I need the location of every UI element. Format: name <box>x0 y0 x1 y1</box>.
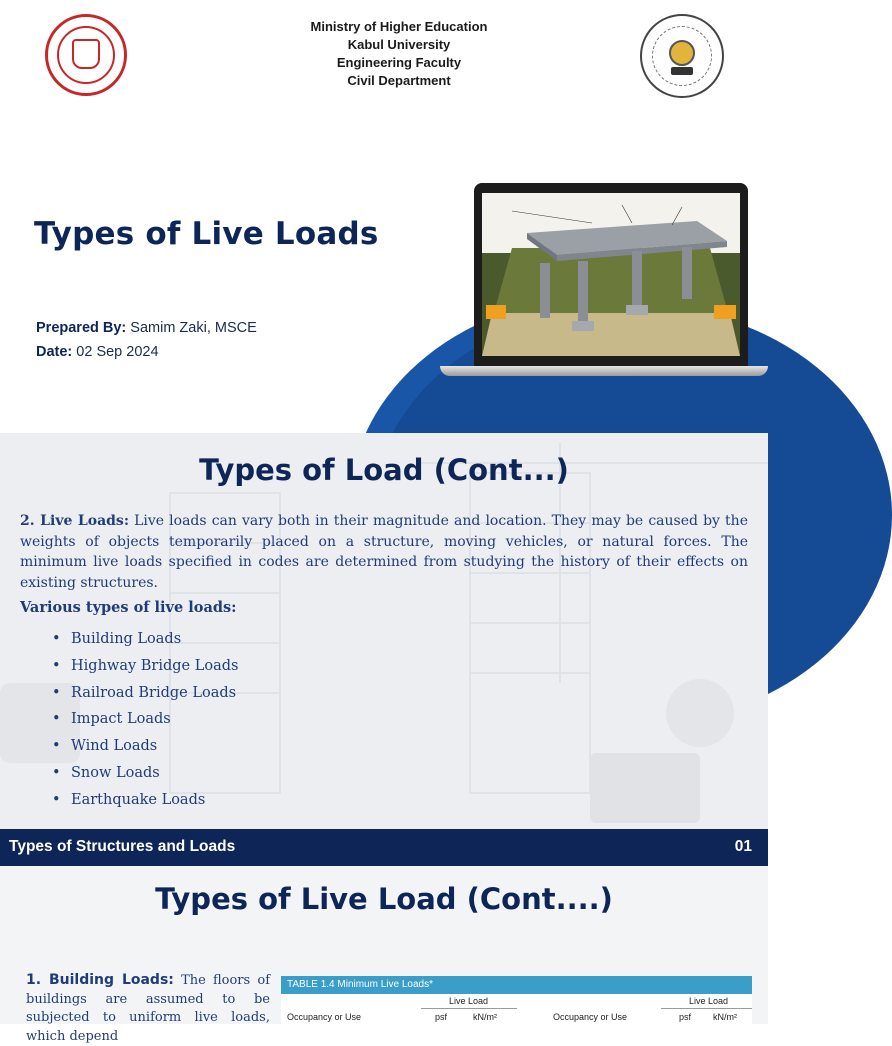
table-column-header: Occupancy or Use <box>287 1012 362 1022</box>
live-loads-text: Live loads can vary both in their magnitude and location. They may be caused by the weights of objects temporarily placed on a structure, moving vehicles, or natural forces. The minimum live loads specified in codes are determined from studying the history of their effects on existing structures. <box>20 513 748 591</box>
date <box>36 344 159 360</box>
live-load-types-list <box>50 626 238 814</box>
footer-course-title: Types of Structures and Loads <box>9 838 236 855</box>
table-rule <box>661 1008 752 1009</box>
laptop-frame <box>474 183 748 368</box>
list-item: • Impact Loads <box>50 706 238 733</box>
institution-header <box>200 18 598 90</box>
table-column-header: psf <box>679 1012 692 1022</box>
table-column-header: Occupancy or Use <box>553 1012 628 1022</box>
table-column-header: kN/m² <box>473 1012 497 1022</box>
building-foundation-illustration <box>482 193 740 356</box>
university-seal-icon <box>45 14 127 96</box>
table-column-header: kN/m² <box>713 1012 737 1022</box>
list-item: • Earthquake Loads <box>50 787 238 814</box>
date-value: 02 Sep 2024 <box>72 344 159 360</box>
list-item: • Wind Loads <box>50 733 238 760</box>
list-item: • Railroad Bridge Loads <box>50 680 238 707</box>
table-title: TABLE 1.4 Minimum Live Loads* <box>281 976 752 994</box>
list-item: • Snow Loads <box>50 760 238 787</box>
table-column-header: psf <box>435 1012 448 1022</box>
department-line: Civil Department <box>347 73 451 88</box>
slide-title: Types of Load (Cont...) <box>199 453 569 487</box>
prepared-by-label: Prepared By: <box>36 320 127 336</box>
prepared-by-value: Samim Zaki, MSCE <box>126 320 257 336</box>
page-title: Types of Live Loads <box>34 216 379 252</box>
ministry-seal-icon <box>640 14 724 98</box>
faculty-line: Engineering Faculty <box>336 55 462 70</box>
slide-footer <box>0 829 768 866</box>
list-item: • Highway Bridge Loads <box>50 653 238 680</box>
university-line: Kabul University <box>347 37 451 52</box>
building-loads-slide <box>0 866 768 1044</box>
building-loads-paragraph <box>26 971 270 1046</box>
prepared-by <box>36 320 257 336</box>
live-loads-paragraph <box>20 511 748 593</box>
live-loads-lead: 2. Live Loads: <box>20 513 129 529</box>
footer-page-number: 01 <box>734 838 752 855</box>
list-heading: Various types of live loads: <box>20 599 237 616</box>
table-group-header: Live Load <box>449 996 489 1006</box>
slide-title: Types of Live Load (Cont....) <box>155 882 613 916</box>
table-group-header: Live Load <box>689 996 729 1006</box>
title-slide <box>0 0 768 433</box>
building-loads-text: The floors of buildings are assumed to be subjected to uniform live loads, which depend <box>26 973 271 1044</box>
minimum-live-loads-table <box>281 976 752 1036</box>
laptop-base <box>440 366 768 376</box>
building-loads-lead: 1. Building Loads: <box>26 972 174 988</box>
ministry-line: Ministry of Higher Education <box>310 19 488 34</box>
list-item: • Building Loads <box>50 626 238 653</box>
date-label: Date: <box>36 344 73 360</box>
live-loads-slide <box>0 433 768 830</box>
table-rule <box>421 1008 517 1009</box>
